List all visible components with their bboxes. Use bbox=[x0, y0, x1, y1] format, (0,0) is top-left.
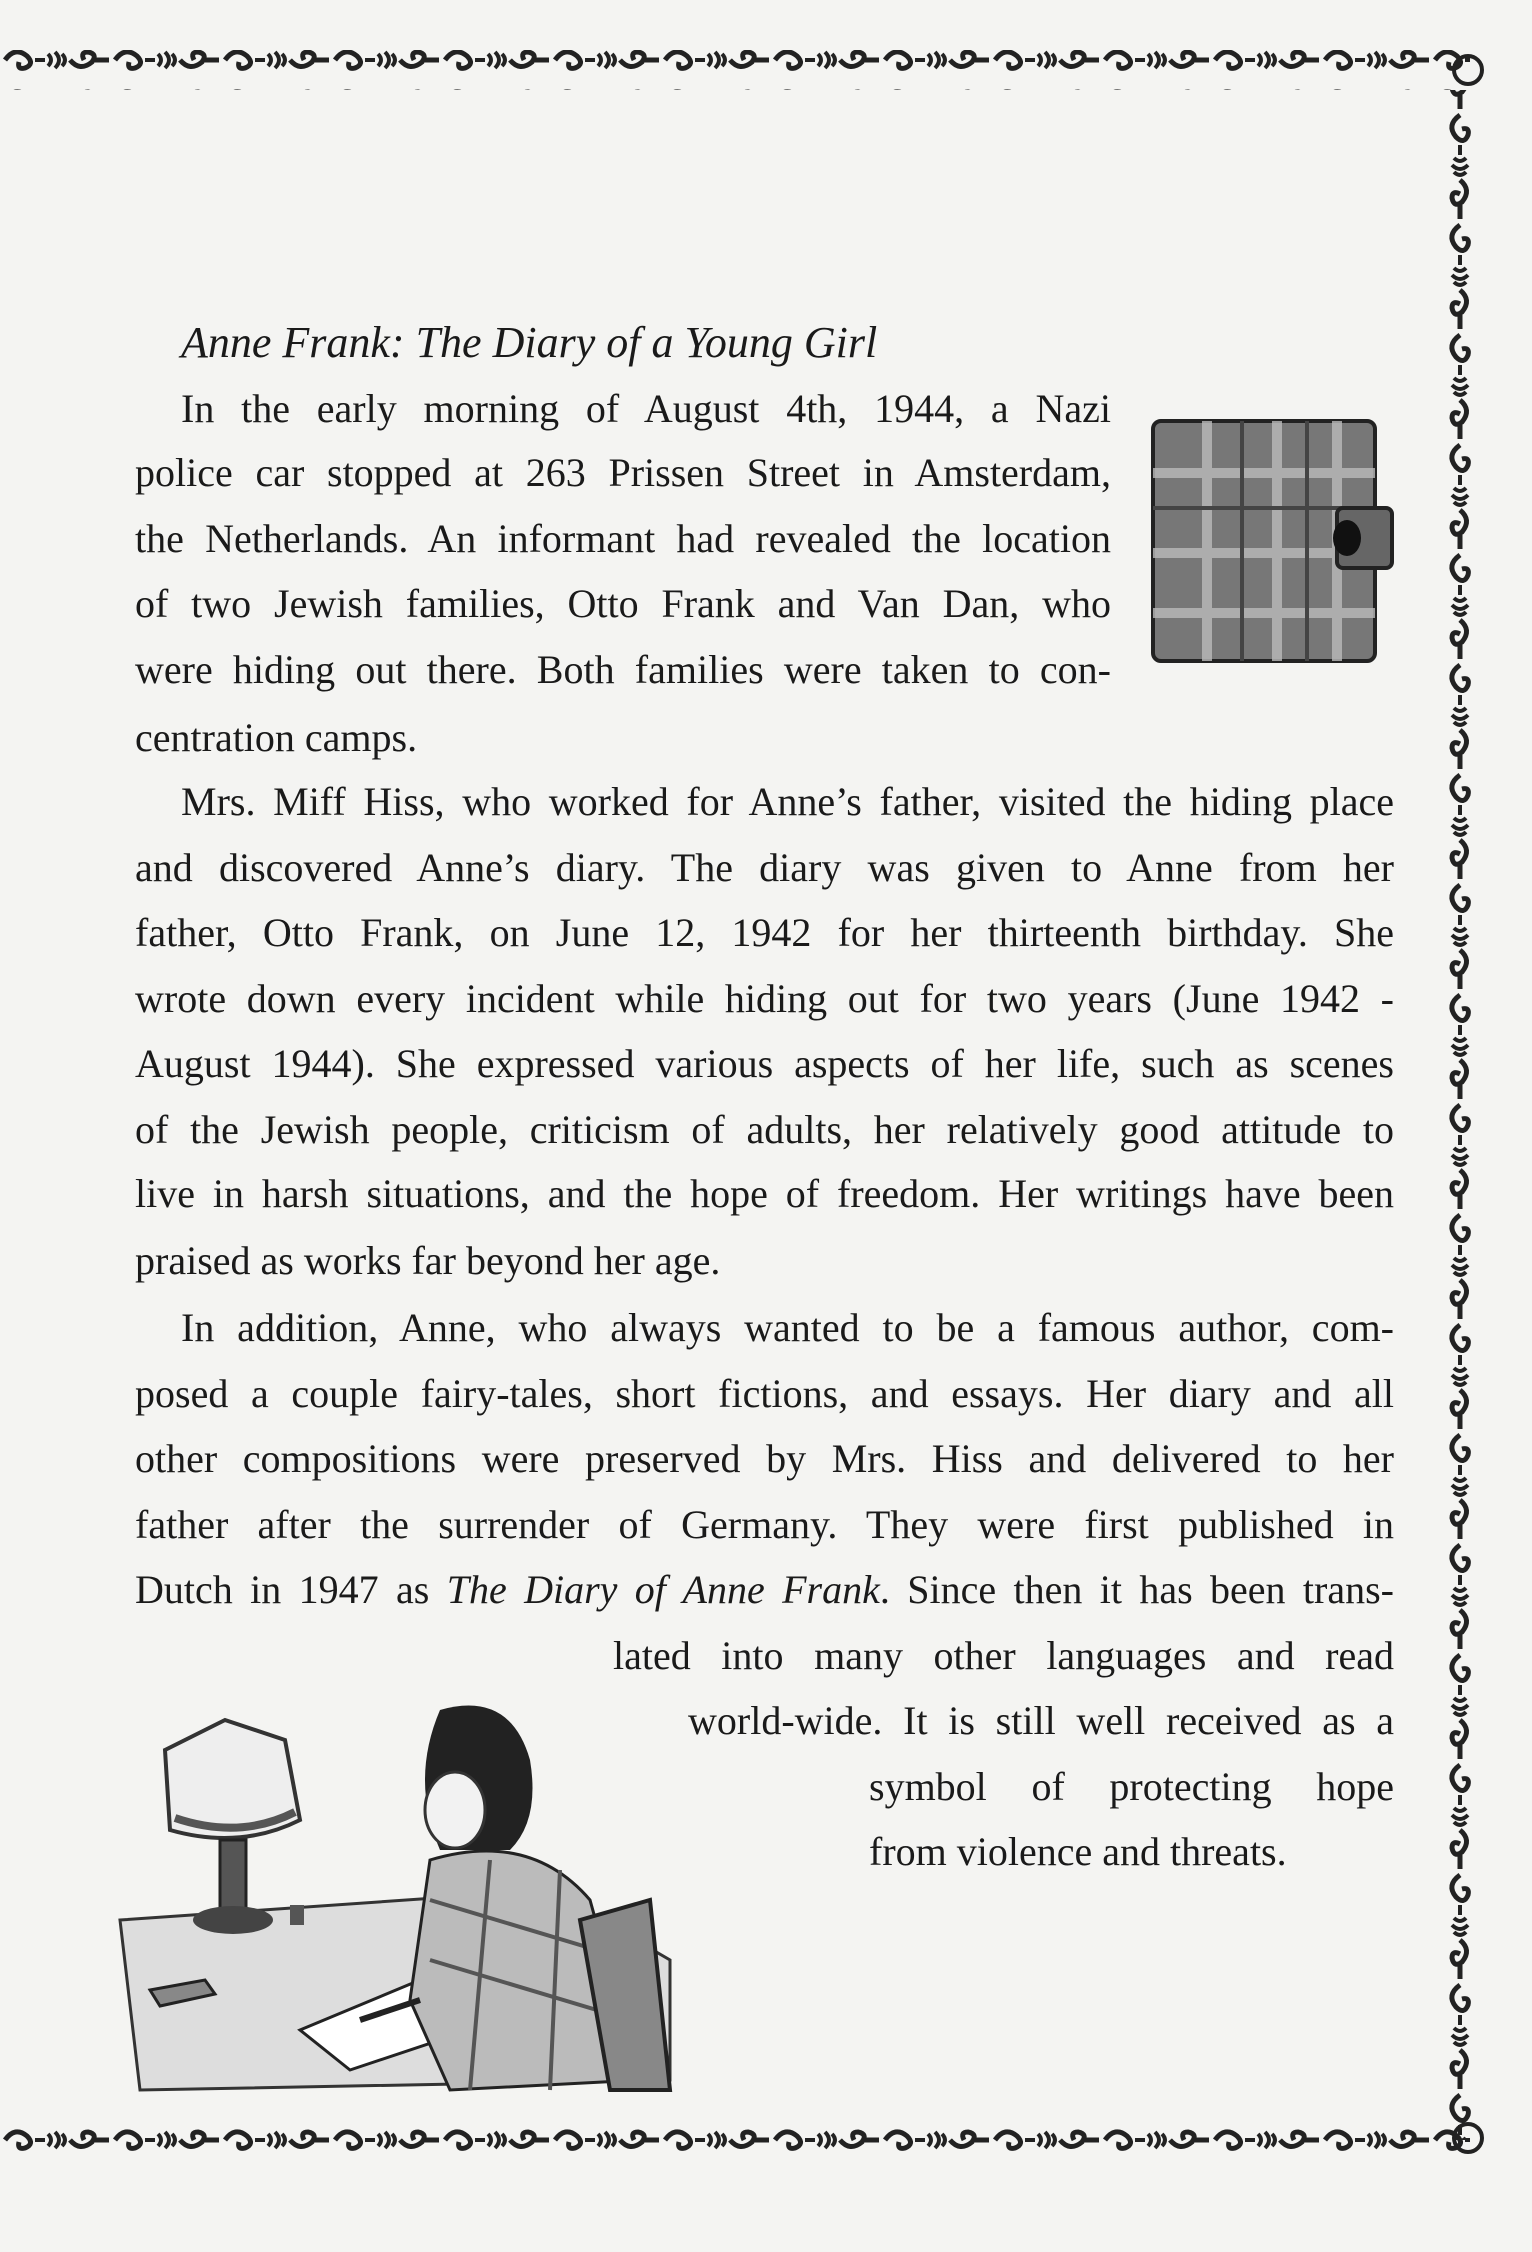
page-title: Anne Frank: The Diary of a Young Girl bbox=[181, 318, 878, 367]
text-line: praised as works far beyond her age. bbox=[135, 1238, 721, 1283]
text-line: of the Jewish people, criticism of adults, her relatively good attitude to bbox=[135, 1107, 1394, 1152]
text-line: other compositions were preserved by Mrs. Hiss and delivered to her bbox=[135, 1436, 1394, 1481]
text-line: the Netherlands. An informant had revealed the location bbox=[135, 516, 1111, 561]
text-line: and discovered Anne’s diary. The diary was given to Anne from her bbox=[135, 845, 1394, 890]
text-line: Mrs. Miff Hiss, who worked for Anne’s father, visited the hiding place bbox=[181, 779, 1394, 824]
text-line: symbol of protecting hope bbox=[869, 1764, 1394, 1809]
text-line: posed a couple fairy-tales, short fictions, and essays. Her diary and all bbox=[135, 1371, 1394, 1416]
text-line: of two Jewish families, Otto Frank and Van Dan, who bbox=[135, 581, 1111, 626]
text-line: In the early morning of August 4th, 1944, a Nazi bbox=[181, 386, 1111, 431]
text-line: father after the surrender of Germany. They were first published in bbox=[135, 1502, 1394, 1547]
text-line: father, Otto Frank, on June 12, 1942 for her thirteenth birthday. She bbox=[135, 910, 1394, 955]
anne-writing-illustration bbox=[110, 1700, 780, 2100]
text-line: were hiding out there. Both families were taken to con- bbox=[135, 647, 1111, 692]
text-line: wrote down every incident while hiding out for two years (June 1942 - bbox=[135, 976, 1394, 1021]
text-line: centration camps. bbox=[135, 715, 418, 760]
text-line: lated into many other languages and read bbox=[613, 1633, 1394, 1678]
text-line: In addition, Anne, who always wanted to be a famous author, com- bbox=[181, 1305, 1394, 1350]
text-line: world-wide. It is still well received as a bbox=[688, 1698, 1394, 1743]
text-line: from violence and threats. bbox=[869, 1829, 1287, 1874]
book-title: The Diary of Anne Frank bbox=[446, 1567, 880, 1612]
text-line: live in harsh situations, and the hope of freedom. Her writings have been bbox=[135, 1171, 1394, 1216]
text-line: Dutch in 1947 as The Diary of Anne Frank. Since then it has been trans- bbox=[135, 1567, 1395, 1612]
text-line: August 1944). She expressed various aspects of her life, such as scenes bbox=[135, 1041, 1394, 1086]
diary-illustration bbox=[1147, 413, 1407, 673]
text-line: police car stopped at 263 Prissen Street in Amsterdam, bbox=[135, 450, 1111, 495]
